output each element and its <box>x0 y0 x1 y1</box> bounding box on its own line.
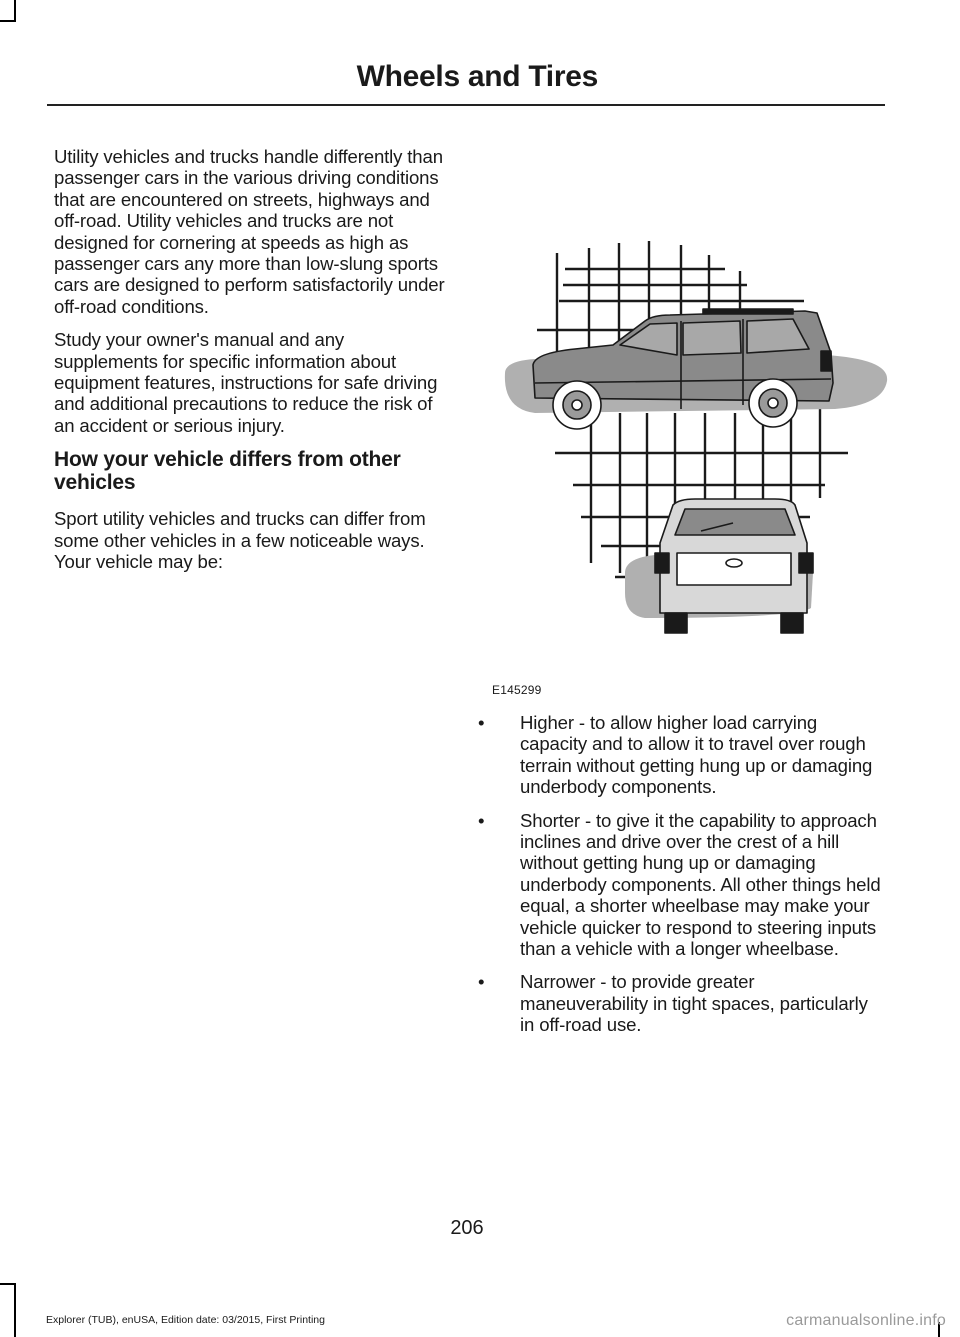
differences-paragraph: Sport utility vehicles and trucks can differ from some other vehicles in a few noticeable ways. Your vehicle may be: <box>54 508 426 573</box>
intro-paragraph: Utility vehicles and trucks handle differently than passenger cars in the various driving conditions that are encountered on streets, highways and off-road. Utility vehicles and trucks are not designed for cornering at speeds as high as passenger cars any more than low-slung sports cars are designed to perform satisfactorily under off-road conditions. <box>54 146 445 317</box>
bullet-text: Narrower - to provide greater maneuverability in tight spaces, particularly in off-road use. <box>520 971 868 1036</box>
bullet-marker: • <box>478 809 485 831</box>
list-item <box>478 712 883 798</box>
bullet-marker: • <box>478 712 485 733</box>
page-title: Wheels and Tires <box>356 60 598 93</box>
crop-mark-top-left-h <box>0 20 16 22</box>
title-rule <box>47 104 885 106</box>
list-item <box>478 810 883 960</box>
bullet-text: Shorter - to give it the capability to approach inclines and drive over the crest of a hill without getting hung up or damaging underbody components. All other things held equal, a shorter wheelbase may make your vehicle quicker to respond to steering inputs than a vehicle with a longer wheelbase. <box>520 809 881 960</box>
suv-rear-view <box>655 499 813 633</box>
suv-illustration <box>495 233 890 643</box>
page-number: 206 <box>450 1217 484 1239</box>
bullet-marker: • <box>478 971 485 993</box>
bullet-text: Higher - to allow higher load carrying capacity and to allow it to travel over rough terrain without getting hung up or damaging underbody components. <box>520 712 873 798</box>
crop-mark-top-left-v <box>14 0 16 22</box>
section-heading: How your vehicle differs from other vehicles <box>54 448 401 495</box>
figure-code: E145299 <box>492 683 542 697</box>
manual-paragraph: Study your owner's manual and any supplements for specific information about equipment features, instructions for safe driving and additional precautions to reduce the risk of an accident or serious injury. <box>54 329 438 436</box>
left-column <box>54 146 449 585</box>
bullet-list <box>478 712 883 1048</box>
watermark-link[interactable]: carmanualsonline.info <box>786 1312 946 1329</box>
list-item <box>478 971 883 1035</box>
footer-edition-info: Explorer (TUB), enUSA, Edition date: 03/2015, First Printing <box>46 1314 325 1326</box>
crop-mark-bottom-left-v <box>14 1283 16 1337</box>
crop-mark-bottom-left-h <box>0 1283 16 1285</box>
